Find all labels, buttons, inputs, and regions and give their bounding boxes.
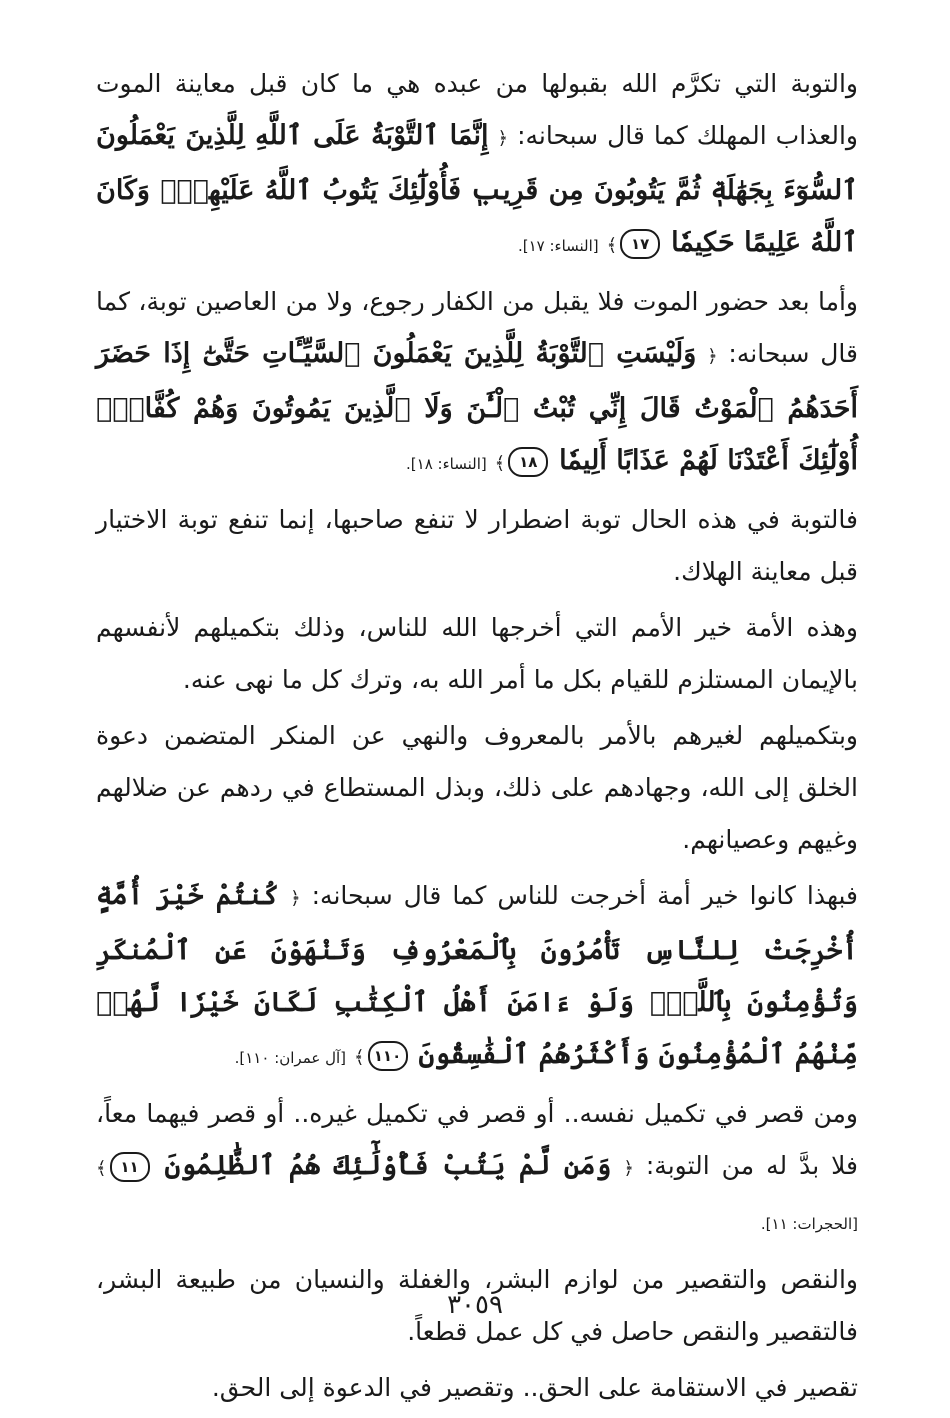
verse-close-ornament: ﴾ (353, 1047, 365, 1068)
verse-open-ornament: ﴿ (707, 346, 718, 367)
page-body (96, 58, 858, 1418)
ayah-number: ١١ (110, 1152, 150, 1182)
paragraph-text: ومن قصر في تكميل نفسه.. أو قصر في تكميل غيره.. أو قصر فيهما معاً، فلا بدَّ له من التوبة: (96, 1099, 858, 1180)
quran-verse: كُنتُمْ خَيْرَ أُمَّةٍ أُخْرِجَتْ لِلنَّاسِ تَأْمُرُونَ بِٱلْمَعْرُوفِ وَتَنْهَوْنَ عَنِ ٱلْمُنكَرِ وَتُؤْمِنُونَ بِٱللَّهِۗ وَلَوْ ءَامَنَ أَهْلُ ٱلْكِتَٰبِ لَكَانَ خَيْرٗا لَّهُمۚ مِّنْهُمُ ٱلْمُؤْمِنُونَ وَأَكْثَرُهُمُ ٱلْفَٰسِقُونَ (96, 880, 858, 1070)
paragraph-6 (96, 870, 858, 1084)
verse-reference: [النساء: ١٧]. (517, 237, 599, 255)
quran-verse: إِنَّمَا ٱلتَّوْبَةُ عَلَى ٱللَّهِ لِلَّذِينَ يَعْمَلُونَ ٱلسُّوٓءَ بِجَهَٰلَةٖ ثُمَّ يَتُوبُونَ مِن قَرِيبٖ فَأُوْلَٰٓئِكَ يَتُوبُ ٱللَّهُ عَلَيْهِمْۗ وَكَانَ ٱللَّهُ عَلِيمًا حَكِيمٗا (96, 120, 858, 258)
paragraph-8: والنقص والتقصير من لوازم البشر، والغفلة والنسيان من طبيعة البشر، فالتقصير والنقص حاصل في كل عمل قطعاً. (96, 1265, 858, 1346)
verse-reference: [الحجرات: ١١]. (760, 1215, 858, 1233)
paragraph-4: وهذه الأمة خير الأمم التي أخرجها الله للناس، وذلك بتكميلهم لأنفسهم بالإيمان المستلزم للقيام بكل ما أمر الله به، وترك كل ما نهى عنه. (96, 613, 858, 694)
verse-close-ornament: ﴾ (606, 235, 618, 256)
page-number: ٣٠٥٩ (447, 1290, 503, 1320)
ayah-number: ١٧ (620, 229, 660, 259)
verse-reference: [النساء: ١٨]. (406, 455, 487, 473)
paragraph-1 (96, 58, 858, 272)
verse-open-ornament: ﴿ (623, 1158, 634, 1179)
paragraph-9: تقصير في الاستقامة على الحق.. وتقصير في الدعوة إلى الحق. (211, 1373, 858, 1402)
verse-open-ornament: ﴿ (497, 128, 509, 149)
paragraph-text: والتوبة التي تكرَّم الله بقبولها من عبده هي ما كان قبل معاينة الموت والعذاب المهلك كما قال سبحانه: (96, 69, 858, 150)
paragraph-text: وأما بعد حضور الموت فلا يقبل من الكفار رجوع، ولا من العاصين توبة، كما قال سبحانه: (96, 287, 858, 368)
ayah-number: ١٨ (508, 447, 548, 477)
paragraph-3: فالتوبة في هذه الحال توبة اضطرار لا تنفع صاحبها، إنما تنفع توبة الاختيار قبل معاينة الهلاك. (96, 505, 858, 586)
verse-close-ornament: ﴾ (494, 453, 506, 474)
quran-verse: وَمَن لَّمْ يَتُبْ فَأُوْلَٰٓئِكَ هُمُ ٱلظَّٰلِمُونَ (164, 1150, 612, 1181)
quran-verse: وَلَيْسَتِ ٱلتَّوْبَةُ لِلَّذِينَ يَعْمَلُونَ ٱلسَّيِّـَٔاتِ حَتَّىٰٓ إِذَا حَضَرَ أَحَدَهُمُ ٱلْمَوْتُ قَالَ إِنِّي تُبْتُ ٱلْـَٰٔنَ وَلَا ٱلَّذِينَ يَمُوتُونَ وَهُمْ كُفَّارٌۚ أُوْلَٰٓئِكَ أَعْتَدْنَا لَهُمْ عَذَابًا أَلِيمٗا (96, 338, 858, 476)
verse-close-ornament: ﴾ (96, 1158, 107, 1179)
verse-open-ornament: ﴿ (290, 888, 301, 909)
paragraph-2 (96, 276, 858, 490)
paragraph-5: وبتكميلهم لغيرهم بالأمر بالمعروف والنهي عن المنكر المتضمن دعوة الخلق إلى الله، وجهادهم على ذلك، وبذل المستطاع في ردهم عن ضلالهم وغيهم وعصيانهم. (96, 721, 858, 854)
verse-reference: [آل عمران: ١١٠]. (234, 1049, 347, 1067)
paragraph-text: فبهذا كانوا خير أمة أخرجت للناس كما قال سبحانه: (300, 881, 858, 910)
paragraph-7 (96, 1088, 858, 1250)
ayah-number: ١١٠ (368, 1041, 408, 1071)
